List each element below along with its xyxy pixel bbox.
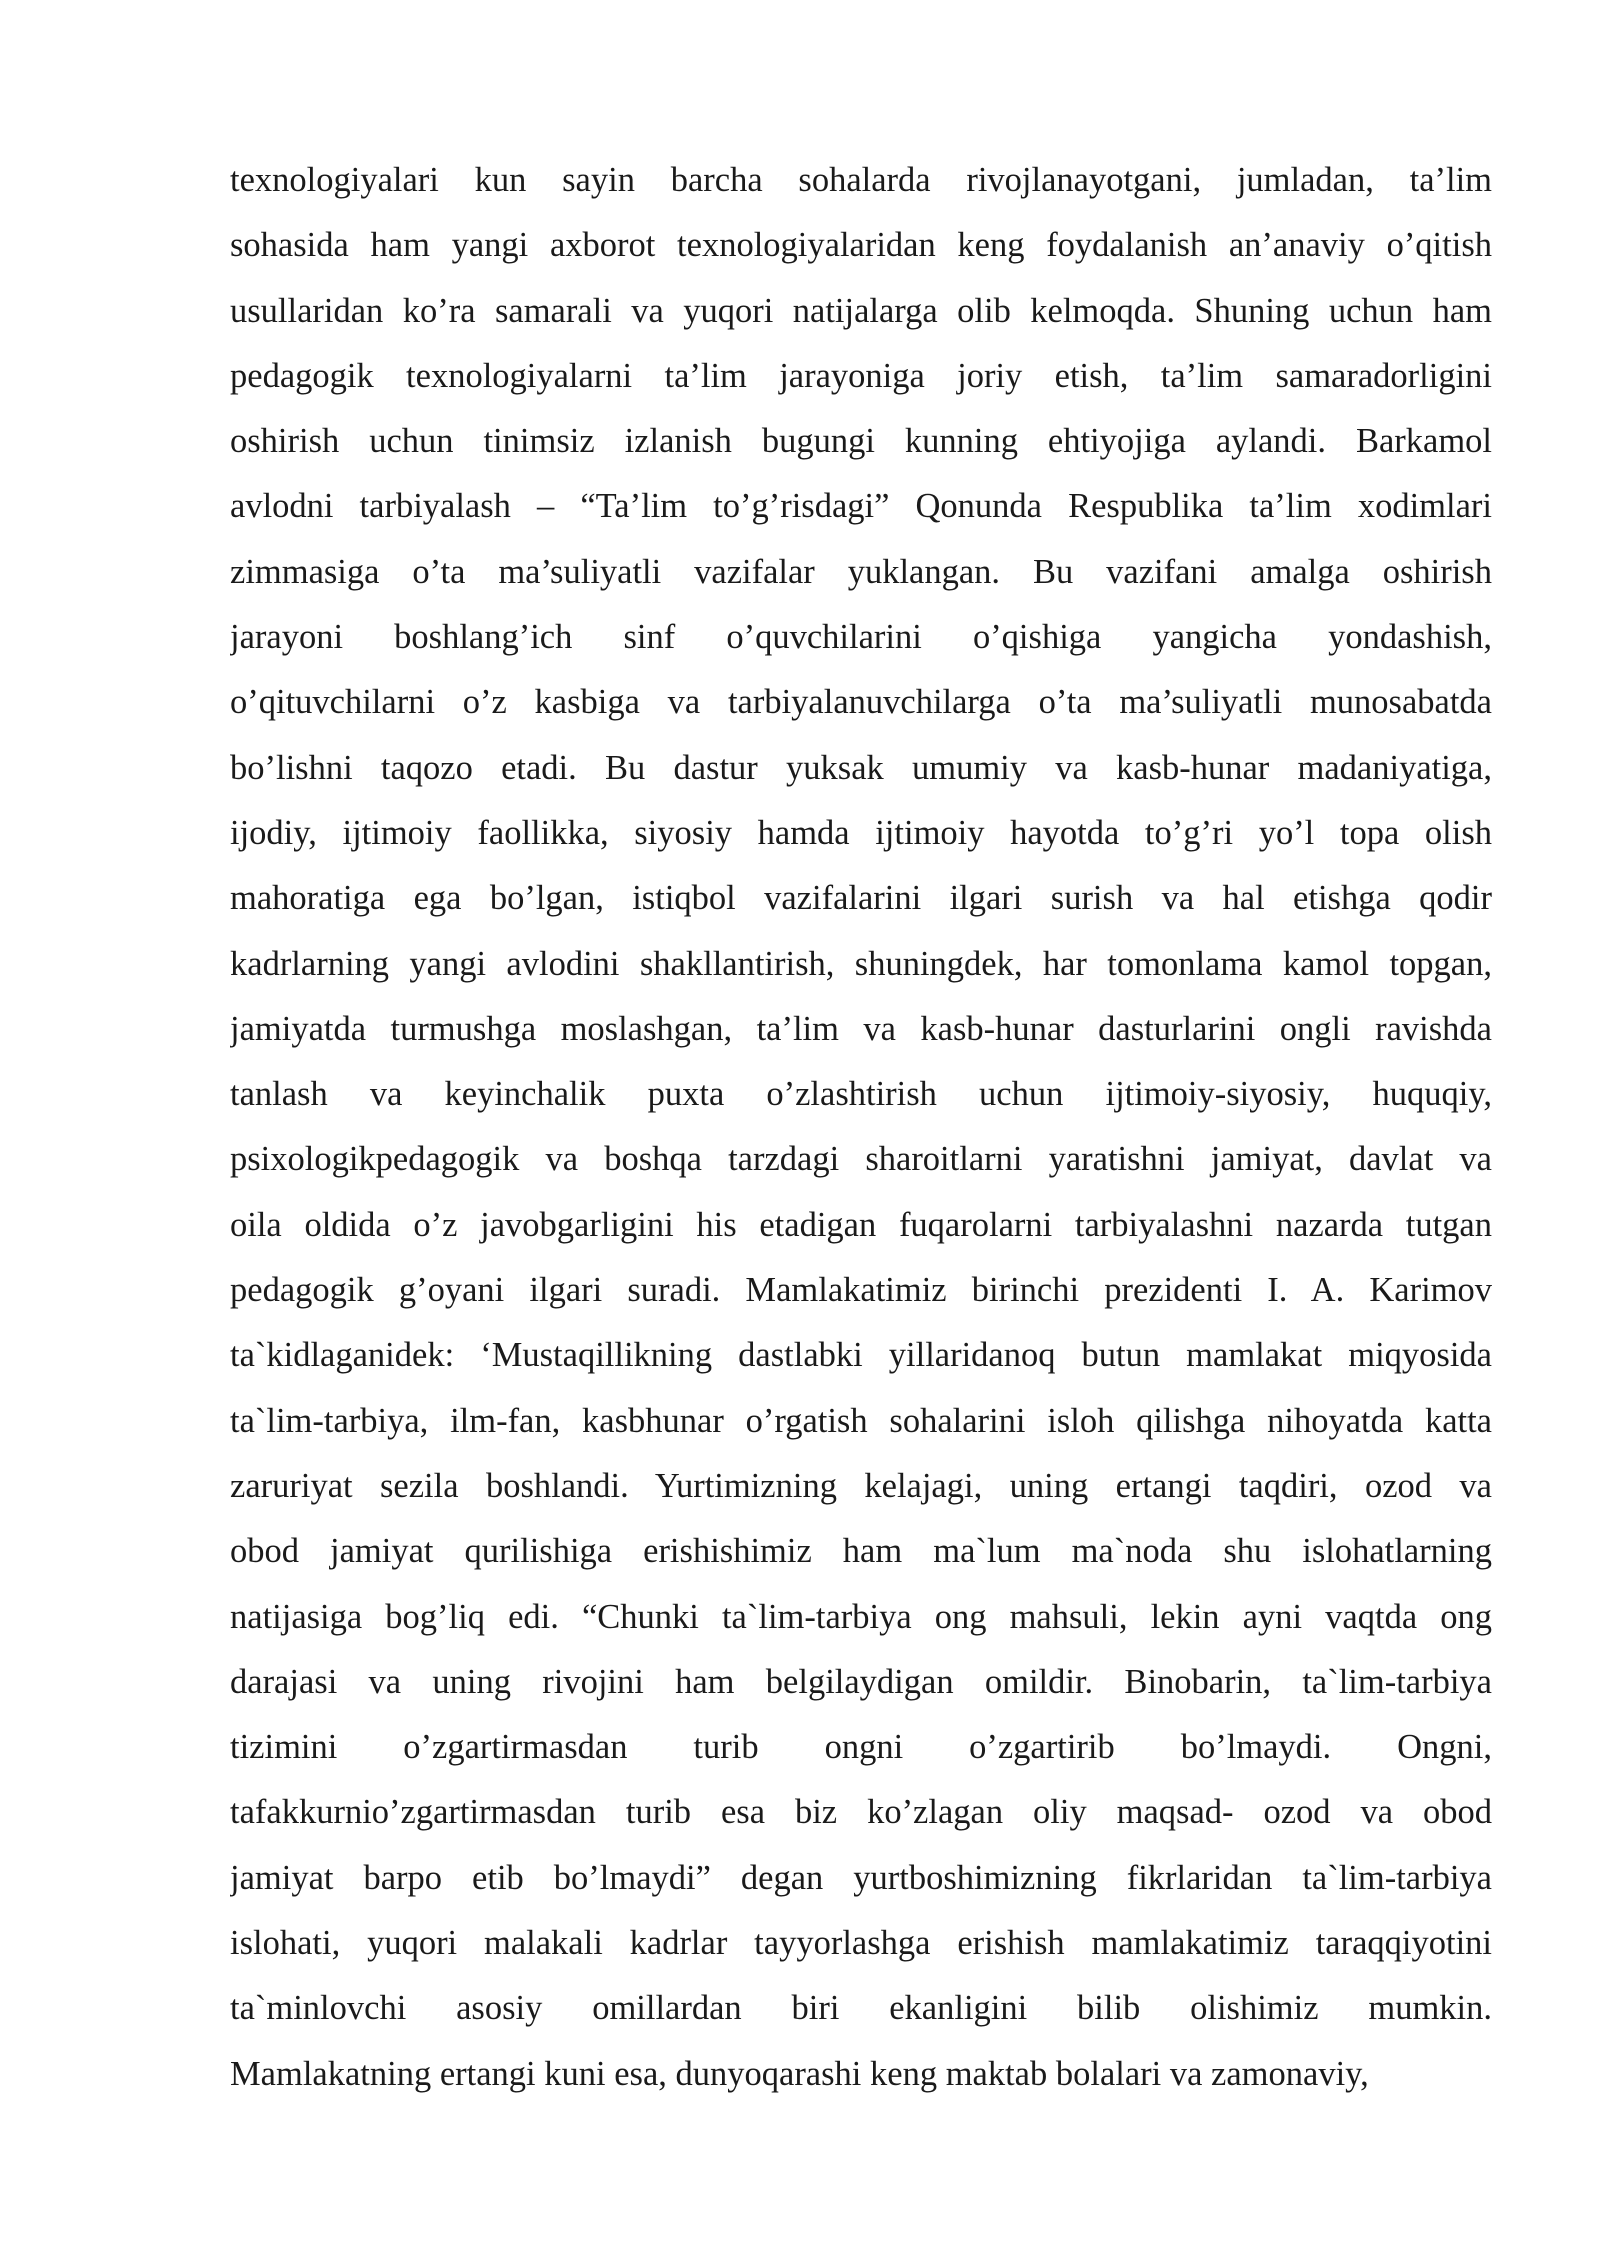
text-line: mahoratiga ega bo’lgan, istiqbol vazifalarini ilgari surish va hal etishga qodir: [230, 879, 1492, 918]
text-line: bo’lishni taqozo etadi. Bu dastur yuksak umumiy va kasb-hunar madaniyatiga,: [230, 748, 1492, 787]
text-line: ijodiy, ijtimoiy faollikka, siyosiy hamda ijtimoiy hayotda to’g’ri yo’l topa olish: [230, 813, 1492, 852]
text-line: zaruriyat sezila boshlandi. Yurtimizning kelajagi, uning ertangi taqdiri, ozod va: [230, 1466, 1492, 1505]
text-line: ta`lim-tarbiya, ilm-fan, kasbhunar o’rgatish sohalarini isloh qilishga nihoyatda katta: [230, 1401, 1492, 1440]
text-line: obod jamiyat qurilishiga erishishimiz ham ma`lum ma`noda shu islohatlarning: [230, 1532, 1492, 1571]
text-line: ta`minlovchi asosiy omillardan biri ekanligini bilib olishimiz mumkin.: [230, 1989, 1492, 2028]
text-line: jarayoni boshlang’ich sinf o’quvchilarini o’qishiga yangicha yondashish,: [230, 618, 1492, 657]
text-line: avlodni tarbiyalash – “Ta’lim to’g’risdagi” Qonunda Respublika ta’lim xodimlari: [230, 487, 1492, 526]
text-line: tanlash va keyinchalik puxta o’zlashtirish uchun ijtimoiy-siyosiy, huquqiy,: [230, 1075, 1492, 1114]
text-line: kadrlarning yangi avlodini shakllantirish, shuningdek, har tomonlama kamol topgan,: [230, 944, 1492, 983]
text-line: oila oldida o’z javobgarligini his etadigan fuqarolarni tarbiyalashni nazarda tutgan: [230, 1205, 1492, 1244]
text-line: texnologiyalari kun sayin barcha sohalarda rivojlanayotgani, jumladan, ta’lim: [230, 161, 1492, 199]
text-line: oshirish uchun tinimsiz izlanish bugungi kunning ehtiyojiga aylandi. Barkamol: [230, 422, 1492, 461]
text-line: ta`kidlaganidek: ‘Mustaqillikning dastlabki yillaridanoq butun mamlakat miqyosida: [230, 1336, 1492, 1375]
text-line: o’qituvchilarni o’z kasbiga va tarbiyalanuvchilarga o’ta ma’suliyatli munosabatda: [230, 683, 1492, 722]
text-line: sohasida ham yangi axborot texnologiyalaridan keng foydalanish an’anaviy o’qitish: [230, 226, 1492, 265]
text-line: zimmasiga o’ta ma’suliyatli vazifalar yuklangan. Bu vazifani amalga oshirish: [230, 552, 1492, 591]
text-line: jamiyat barpo etib bo’lmaydi” degan yurtboshimizning fikrlaridan ta`lim-tarbiya: [230, 1858, 1492, 1897]
text-line: usullaridan ko’ra samarali va yuqori natijalarga olib kelmoqda. Shuning uchun ham: [230, 291, 1492, 330]
text-line: darajasi va uning rivojini ham belgilaydigan omildir. Binobarin, ta`lim-tarbiya: [230, 1662, 1492, 1701]
body-paragraph: [230, 148, 1492, 2107]
text-line: tizimini o’zgartirmasdan turib ongni o’zgartirib bo’lmaydi. Ongni,: [230, 1728, 1492, 1767]
text-line: natijasiga bog’liq edi. “Chunki ta`lim-tarbiya ong mahsuli, lekin ayni vaqtda ong: [230, 1597, 1492, 1636]
text-line: pedagogik g’oyani ilgari suradi. Mamlakatimiz birinchi prezidenti I. A. Karimov: [230, 1271, 1492, 1310]
text-line: tafakkurnio’zgartirmasdan turib esa biz ko’zlagan oliy maqsad- ozod va obod: [230, 1793, 1492, 1832]
text-line: jamiyatda turmushga moslashgan, ta’lim va kasb-hunar dasturlarini ongli ravishda: [230, 1009, 1492, 1048]
text-line: Mamlakatning ertangi kuni esa, dunyoqarashi keng maktab bolalari va zamonaviy,: [230, 2054, 1369, 2093]
text-line: psixologikpedagogik va boshqa tarzdagi sharoitlarni yaratishni jamiyat, davlat va: [230, 1140, 1492, 1179]
text-line: pedagogik texnologiyalarni ta’lim jarayoniga joriy etish, ta’lim samaradorligini: [230, 356, 1492, 395]
text-line: islohati, yuqori malakali kadrlar tayyorlashga erishish mamlakatimiz taraqqiyotini: [230, 1924, 1492, 1963]
